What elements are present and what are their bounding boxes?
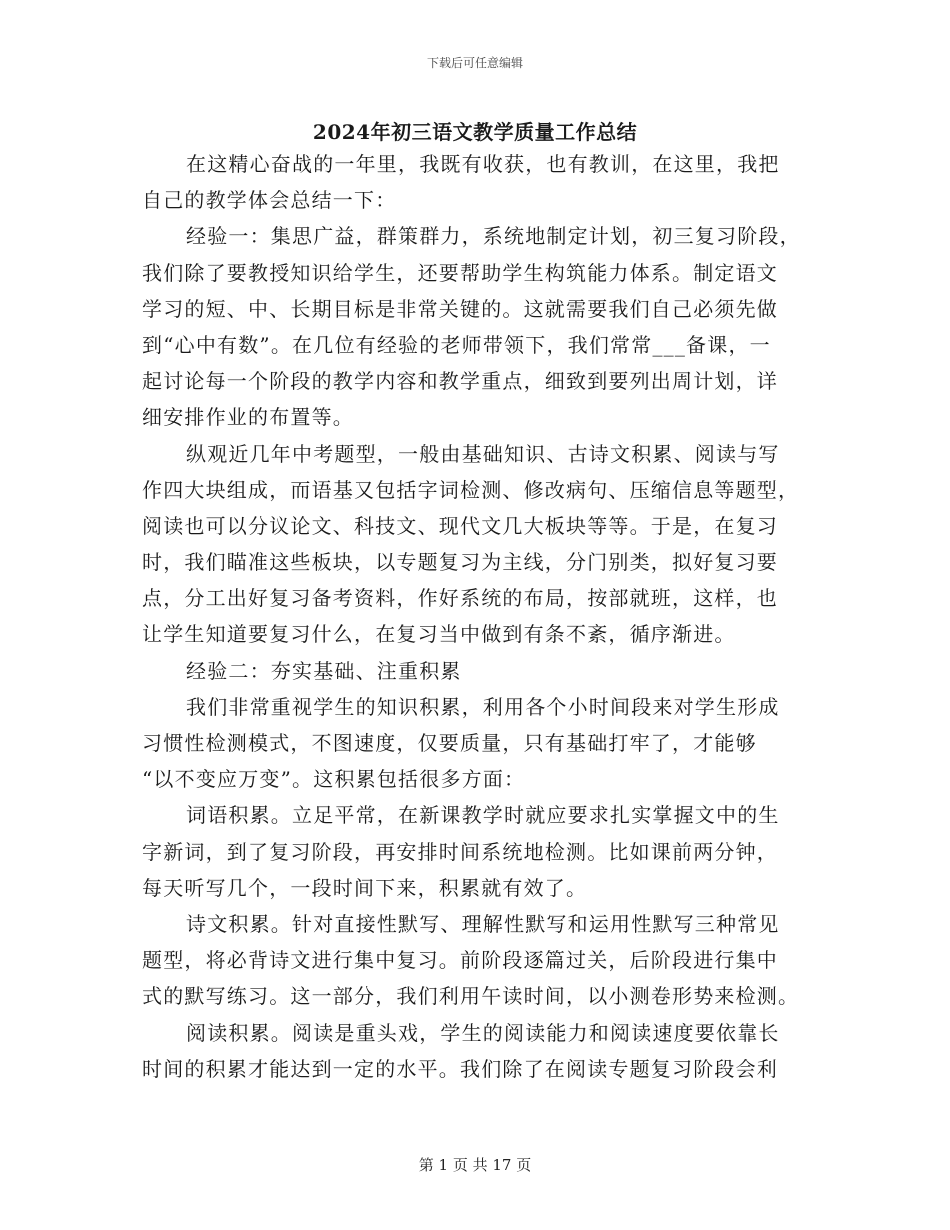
paragraph-line: 纵观近几年中考题型，一般由基础知识、古诗文积累、阅读与写 xyxy=(186,441,780,466)
section-heading: 经验二：夯实基础、注重积累 xyxy=(186,658,462,683)
page-footer: 第 1 页 共 17 页 xyxy=(418,1156,532,1174)
paragraph-line: 字新词，到了复习阶段，再安排时间系统地检测。比如课前两分钟， xyxy=(142,839,778,864)
paragraph-line: 作四大块组成，而语基又包括字词检测、修改病句、压缩信息等题型， xyxy=(142,477,800,502)
paragraph-line: 我们非常重视学生的知识积累，利用各个小时间段来对学生形成 xyxy=(186,694,780,719)
paragraph-line: 习惯性检测模式，不图速度，仅要质量，只有基础打牢了，才能够 xyxy=(142,731,757,755)
paragraph-line: 让学生知道要复习什么，在复习当中做到有条不紊，循序渐进。 xyxy=(142,622,736,647)
paragraph-line: 时，我们瞄准这些板块，以专题复习为主线，分门别类，拟好复习要 xyxy=(142,550,778,575)
header-note: 下载后可任意编辑 xyxy=(426,56,523,70)
paragraph-line: 时间的积累才能达到一定的水平。我们除了在阅读专题复习阶段会利 xyxy=(142,1056,778,1081)
paragraph-line: 诗文积累。针对直接性默写、理解性默写和运用性默写三种常见 xyxy=(186,911,780,936)
paragraph-line: 学习的短、中、长期目标是非常关键的。这就需要我们自己必须先做 xyxy=(142,296,778,321)
paragraph-line: 阅读积累。阅读是重头戏，学生的阅读能力和阅读速度要依靠长 xyxy=(186,1020,780,1045)
document-body xyxy=(142,146,806,1087)
paragraph-line: 词语积累。立足平常，在新课教学时就应要求扎实掌握文中的生 xyxy=(186,803,780,828)
paragraph-line: 在这精心奋战的一年里，我既有收获，也有教训，在这里，我把 xyxy=(186,152,780,176)
paragraph-line: 点，分工出好复习备考资料，作好系统的布局，按部就班，这样，也 xyxy=(142,586,778,611)
paragraph-line: 题型，将必背诗文进行集中复习。前阶段逐篇过关，后阶段进行集中 xyxy=(142,948,778,973)
paragraph-line: 到“心中有数”。在几位有经验的老师带领下，我们常常___备课，一 xyxy=(142,332,771,357)
paragraph-line: 自己的教学体会总结一下： xyxy=(142,188,397,213)
paragraph-line: 起讨论每一个阶段的教学内容和教学重点，细致到要列出周计划，详 xyxy=(142,369,778,394)
paragraph-line: 阅读也可以分议论文、科技文、现代文几大板块等等。于是，在复习 xyxy=(142,513,778,538)
document-title: 2024年初三语文教学质量工作总结 xyxy=(312,120,638,144)
paragraph-line: 每天听写几个，一段时间下来，积累就有效了。 xyxy=(142,875,588,900)
paragraph-line: 经验一：集思广益，群策群力，系统地制定计划，初三复习阶段， xyxy=(186,224,801,249)
paragraph-line: 式的默写练习。这一部分，我们利用午读时间，以小测卷形势来检测。 xyxy=(142,984,800,1009)
paragraph-line: “以不变应万变”。这积累包括很多方面： xyxy=(142,767,526,792)
paragraph-line: 我们除了要教授知识给学生，还要帮助学生构筑能力体系。制定语文 xyxy=(142,260,778,285)
paragraph-line: 细安排作业的布置等。 xyxy=(142,405,354,430)
